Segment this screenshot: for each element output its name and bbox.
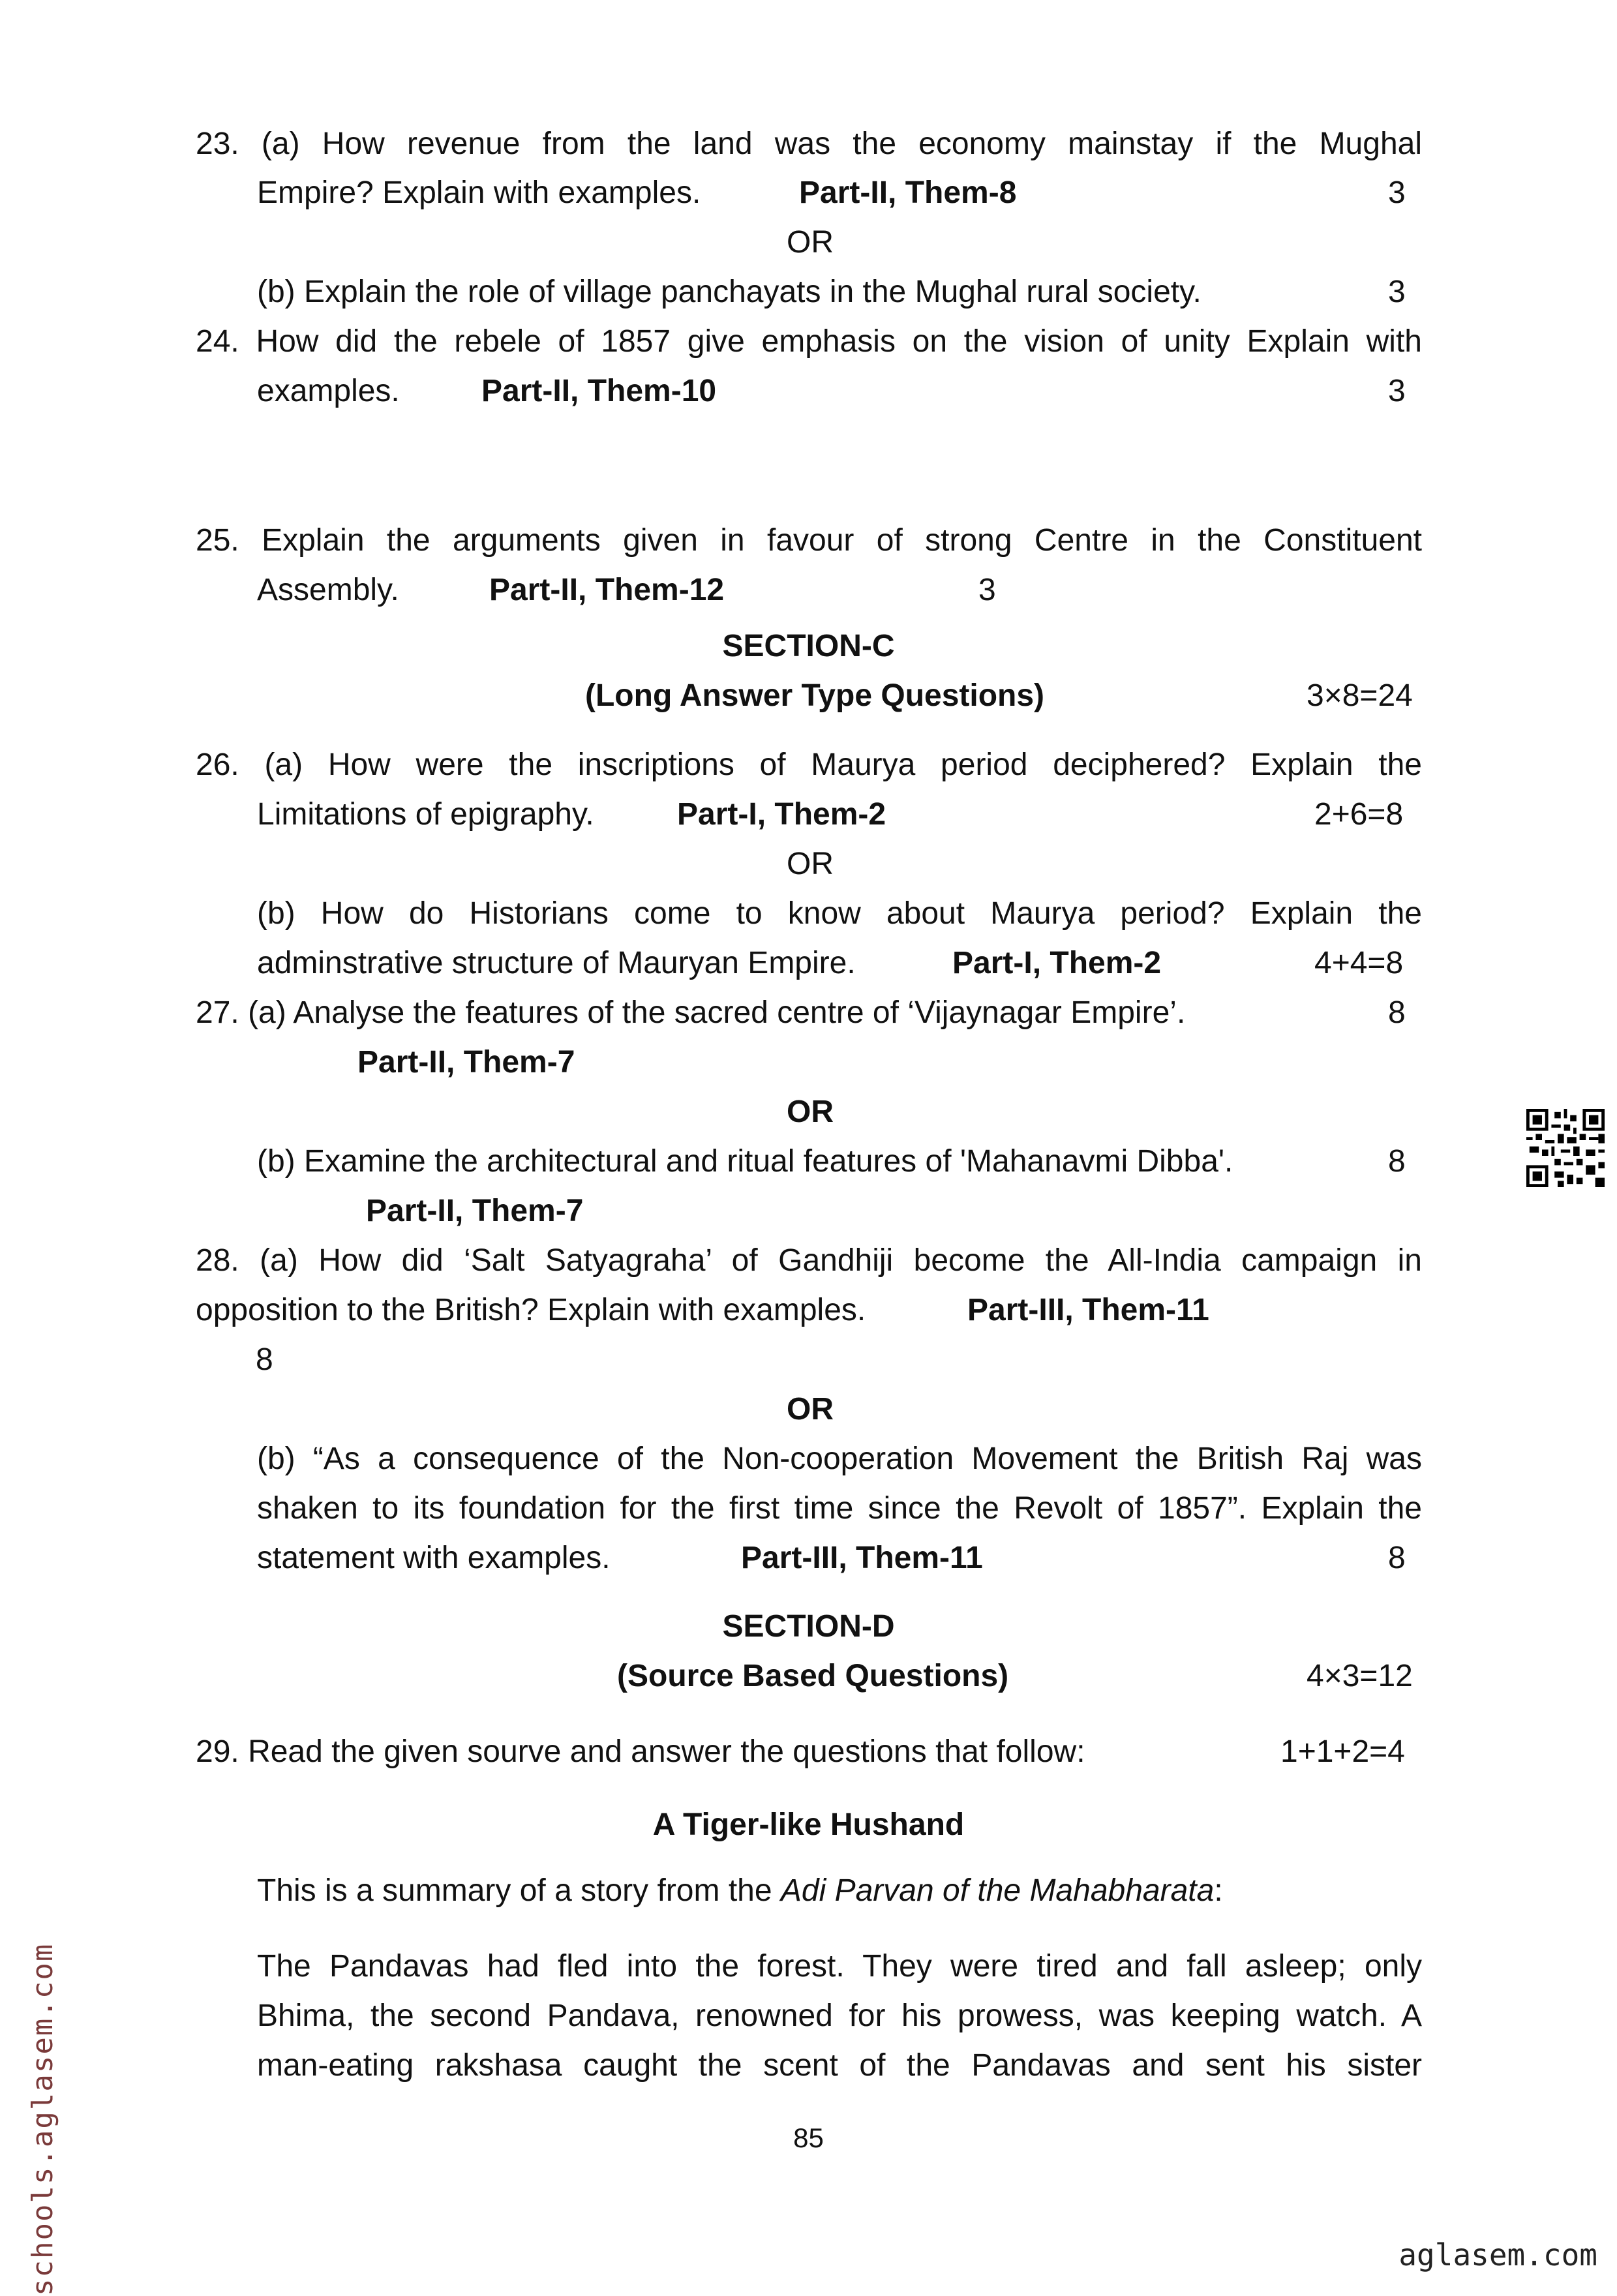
q28-b-line3-ref: Part-III, Them-11 [741,1541,983,1575]
q25-line2-marks: 3 [978,573,996,607]
q26-or: OR [787,847,834,881]
q29-line1-marks: 1+1+2=4 [1280,1734,1405,1769]
source-para-line1: The Pandavas had fled into the forest. They were tired and fall asleep; only [257,1949,1422,1984]
source-para-line2: Bhima, the second Pandava, renowned for his prowess, was keeping watch. A [257,1999,1422,2033]
q28-line2-ref: Part-III, Them-11 [967,1293,1209,1327]
q23-line2-text: Empire? Explain with examples. [257,175,701,210]
q23-or: OR [787,225,834,260]
source-intro-text: This is a summary of a story from the [257,1873,781,1908]
q23-line1: 23. (a) How revenue from the land was the economy mainstay if the Mughal [196,127,1422,161]
source-intro-end: : [1214,1873,1223,1908]
q28-b-line2: shaken to its foundation for the first time since the Revolt of 1857”. Explain the [257,1491,1422,1526]
q27-ref-b: Part-II, Them-7 [366,1194,584,1228]
q28-line2-text: opposition to the British? Explain with examples. [196,1293,866,1327]
q24-line2-ref: Part-II, Them-10 [481,374,717,408]
q26-b-line2-ref: Part-I, Them-2 [952,946,1162,980]
section-c-marks: 3×8=24 [1307,678,1413,713]
source-para-line3: man-eating rakshasa caught the scent of the Pandavas and sent his sister [257,2048,1422,2083]
section-c-title: SECTION-C [722,629,895,663]
q25-line2-text: Assembly. [257,573,399,607]
q27-line1-marks: 8 [1388,995,1406,1030]
q28-b-line3-marks: 8 [1388,1541,1406,1575]
section-d-title: SECTION-D [722,1609,895,1644]
q26-b-line2-text: adminstrative structure of Mauryan Empire. [257,946,856,980]
q27-ref-a: Part-II, Them-7 [357,1045,575,1080]
q25-line2-ref: Part-II, Them-12 [489,573,725,607]
q28-b-line1: (b) “As a consequence of the Non-cooperation Movement the British Raj was [257,1442,1422,1476]
watermark-side: schools.aglasem.com [26,1942,59,2296]
q27-line1: 27. (a) Analyse the features of the sacred centre of ‘Vijaynagar Empire’. [196,995,1186,1030]
page-number: 85 [793,2122,824,2153]
source-title: A Tiger-like Hushand [652,1807,965,1842]
source-intro [257,1871,1223,1911]
q28-or: OR [787,1392,834,1427]
section-d-marks: 4×3=12 [1307,1659,1413,1693]
q23-b-marks: 3 [1388,275,1406,309]
q26-line2-text: Limitations of epigraphy. [257,797,594,832]
q27-b-marks: 8 [1388,1144,1406,1179]
q26-line2-marks: 2+6=8 [1314,797,1404,832]
q24-line2-text: examples. [257,374,400,408]
q25-line1: 25. Explain the arguments given in favour of strong Centre in the Constituent [196,523,1422,558]
q28-line1: 28. (a) How did ‘Salt Satyagraha’ of Gandhiji become the All-India campaign in [196,1243,1422,1278]
q24-line2-marks: 3 [1388,374,1406,408]
q28-marks-a: 8 [256,1342,273,1377]
source-intro-italic: Adi Parvan of the Mahabharata [780,1873,1215,1908]
q23-line2-ref: Part-II, Them-8 [799,175,1017,210]
q23-line2-marks: 3 [1388,175,1406,210]
q23-b-text: (b) Explain the role of village panchayats in the Mughal rural society. [257,275,1201,309]
watermark-bottom: aglasem.com [1398,2237,1597,2273]
q27-or: OR [787,1095,834,1129]
q26-b-line2-marks: 4+4=8 [1314,946,1404,980]
q28-b-line3-text: statement with examples. [257,1541,611,1575]
q27-b-text: (b) Examine the architectural and ritual features of 'Mahanavmi Dibba'. [257,1144,1233,1179]
q26-b-line1: (b) How do Historians come to know about Maurya period? Explain the [257,896,1422,931]
qr-code-icon [1526,1109,1605,1187]
section-d-subtitle: (Source Based Questions) [617,1659,1009,1693]
q26-line2-ref: Part-I, Them-2 [677,797,886,832]
q26-line1: 26. (a) How were the inscriptions of Maurya period deciphered? Explain the [196,748,1422,782]
q29-line1: 29. Read the given sourve and answer the questions that follow: [196,1734,1085,1769]
q24-line1: 24. How did the rebele of 1857 give emphasis on the vision of unity Explain with [196,324,1422,359]
section-c-subtitle: (Long Answer Type Questions) [585,678,1045,713]
